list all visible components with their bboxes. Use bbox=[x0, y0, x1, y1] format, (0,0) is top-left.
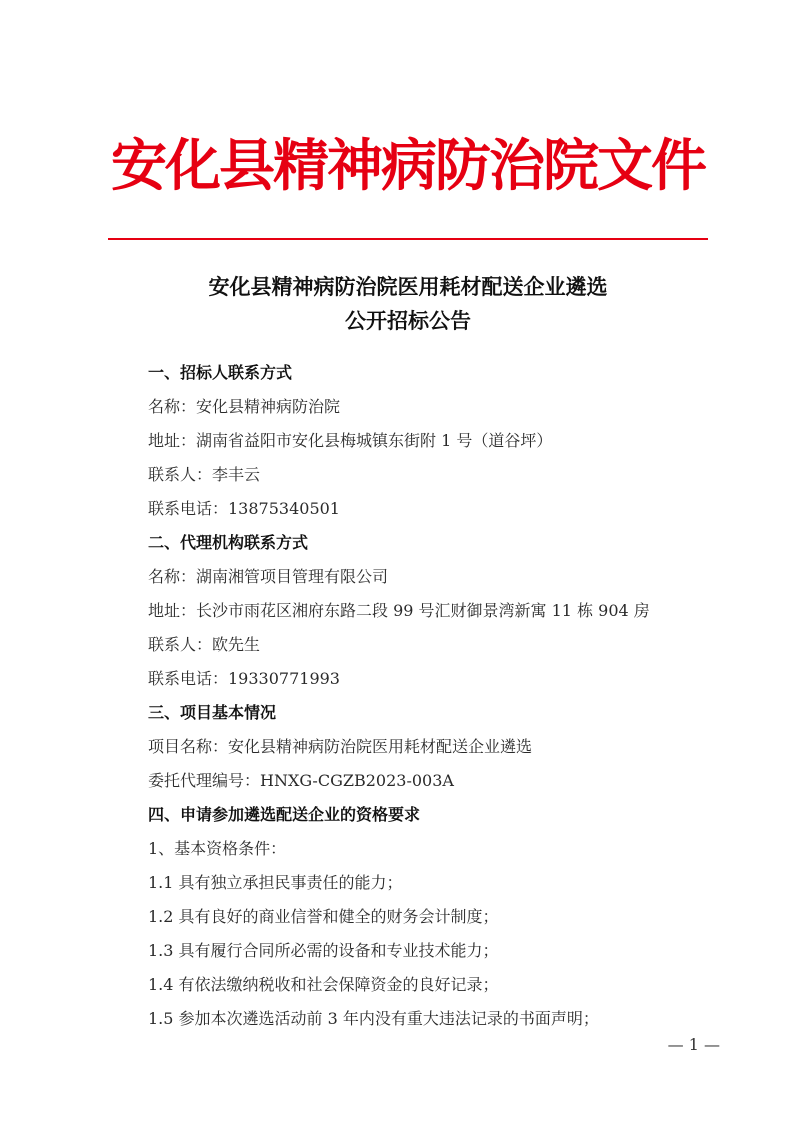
page-number: — 1 — bbox=[667, 1035, 720, 1054]
tenderer-phone: 联系电话：13875340501 bbox=[148, 499, 340, 518]
section-heading-project: 三、项目基本情况 bbox=[148, 703, 277, 722]
agency-phone: 联系电话：19330771993 bbox=[148, 669, 340, 688]
agency-name: 名称：湖南湘管项目管理有限公司 bbox=[148, 567, 389, 586]
qualification-subheading: 1、基本资格条件： bbox=[148, 839, 287, 858]
document-title-line-2: 公开招标公告 bbox=[345, 309, 471, 333]
document-title bbox=[108, 270, 708, 338]
section-heading-agency: 二、代理机构联系方式 bbox=[148, 533, 309, 552]
qualification-item: 1.4 有依法缴纳税收和社会保障资金的良好记录； bbox=[148, 975, 499, 994]
section-heading-qualifications: 四、申请参加遴选配送企业的资格要求 bbox=[148, 805, 421, 824]
project-name: 项目名称：安化县精神病防治院医用耗材配送企业遴选 bbox=[148, 737, 533, 756]
qualification-item: 1.2 具有良好的商业信誉和健全的财务会计制度； bbox=[148, 907, 499, 926]
agency-code: 委托代理编号：HNXG-CGZB2023-003A bbox=[148, 771, 454, 790]
qualification-item: 1.1 具有独立承担民事责任的能力； bbox=[148, 873, 403, 892]
agency-address: 地址：长沙市雨花区湘府东路二段 99 号汇财御景湾新寓 11 栋 904 房 bbox=[148, 601, 650, 620]
document-body bbox=[148, 356, 708, 1036]
agency-contact: 联系人：欧先生 bbox=[148, 635, 261, 654]
tenderer-address: 地址：湖南省益阳市安化县梅城镇东街附 1 号（道谷坪） bbox=[148, 431, 553, 450]
qualification-item: 1.3 具有履行合同所必需的设备和专业技术能力； bbox=[148, 941, 499, 960]
tenderer-contact: 联系人：李丰云 bbox=[148, 465, 261, 484]
masthead-title: 安化县精神病防治院文件 bbox=[111, 133, 705, 199]
section-heading-tenderer: 一、招标人联系方式 bbox=[148, 363, 293, 382]
document-title-line-1: 安化县精神病防治院医用耗材配送企业遴选 bbox=[208, 275, 608, 299]
masthead-divider bbox=[108, 238, 708, 240]
qualification-item: 1.5 参加本次遴选活动前 3 年内没有重大违法记录的书面声明； bbox=[148, 1009, 599, 1028]
tenderer-name: 名称：安化县精神病防治院 bbox=[148, 397, 341, 416]
